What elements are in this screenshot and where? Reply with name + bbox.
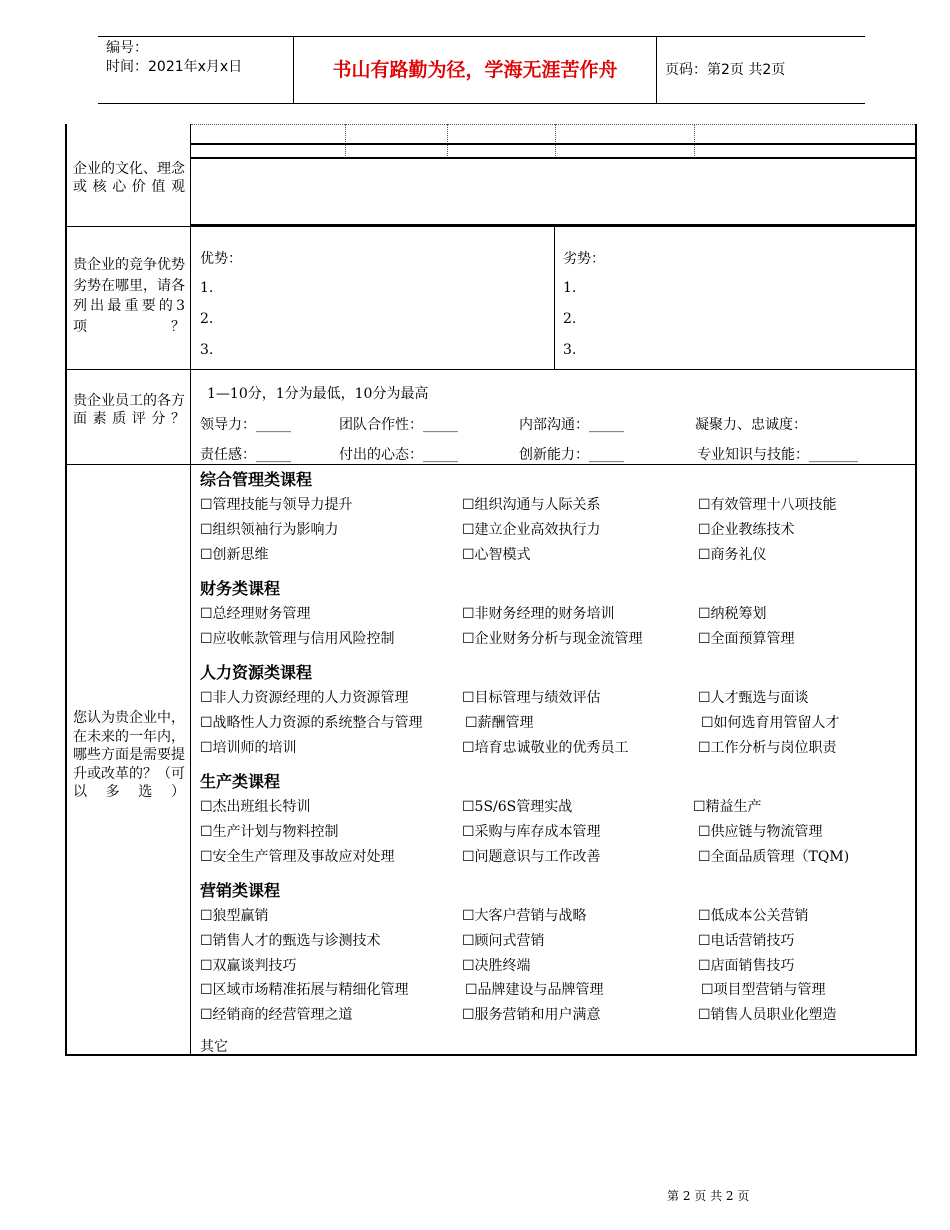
course-option[interactable]: ☐总经理财务管理 [200, 606, 311, 622]
rating-expertise: 专业知识与技能：_______ [697, 447, 858, 463]
course-option[interactable]: ☐非财务经理的财务培训 [462, 606, 615, 622]
rating-teamwork: 团队合作性：_____ [339, 417, 458, 433]
rating-communication: 内部沟通：_____ [519, 417, 624, 433]
course-option[interactable]: ☐双赢谈判技巧 [200, 958, 297, 974]
course-option[interactable]: ☐区域市场精准拓展与精细化管理 [200, 982, 409, 998]
course-section-title: 财务类课程 [200, 579, 281, 598]
rating-innovation: 创新能力：_____ [519, 447, 624, 463]
course-option[interactable]: ☐安全生产管理及事故应对处理 [200, 849, 395, 865]
course-option[interactable]: ☐培育忠诚敬业的优秀员工 [462, 740, 629, 756]
course-option[interactable]: ☐店面销售技巧 [698, 958, 795, 974]
course-option[interactable]: ☐管理技能与领导力提升 [200, 497, 353, 513]
course-option[interactable]: ☐全面预算管理 [698, 631, 795, 647]
course-option[interactable]: ☐企业财务分析与现金流管理 [462, 631, 643, 647]
advantage-item-1: 1. [200, 280, 214, 296]
course-option[interactable]: ☐商务礼仪 [698, 547, 767, 563]
improve-label [73, 709, 185, 802]
rating-dedication: 付出的心态：_____ [339, 447, 458, 463]
disadvantage-item-2: 2. [563, 311, 577, 327]
course-option[interactable]: ☐精益生产 [693, 799, 762, 815]
course-option[interactable]: ☐采购与库存成本管理 [462, 824, 601, 840]
course-option[interactable]: ☐组织领袖行为影响力 [200, 522, 339, 538]
course-section-title: 综合管理类课程 [200, 470, 313, 489]
culture-label: 企业的文化、理念或核心价值观 [73, 161, 185, 195]
disadvantage-item-1: 1. [563, 280, 577, 296]
page-header [98, 36, 865, 104]
course-section-title: 人力资源类课程 [200, 663, 313, 682]
course-option[interactable]: ☐心智模式 [462, 547, 531, 563]
header-meta [106, 39, 293, 77]
course-option[interactable]: ☐顾问式营销 [462, 933, 545, 949]
course-option[interactable]: ☐工作分析与岗位职责 [698, 740, 837, 756]
course-option[interactable]: ☐项目型营销与管理 [701, 982, 826, 998]
header-page-number: 页码：第2页 共2页 [665, 62, 786, 78]
rating-label: 贵企业员工的各方面素质评分？ [73, 393, 185, 427]
course-option[interactable]: ☐目标管理与绩效评估 [462, 690, 601, 706]
competition-label: 贵企业的竞争优势劣势在哪里，请各列出最重要的3项？ [73, 257, 185, 335]
course-option[interactable]: ☐销售人才的甄选与诊测技术 [200, 933, 381, 949]
course-option[interactable]: ☐人才甄选与面谈 [698, 690, 809, 706]
page-footer: 第 2 页 共 2 页 [667, 1189, 750, 1203]
header-motto: 书山有路勤为径，学海无涯苦作舟 [332, 59, 618, 81]
other-label: 其它 [200, 1039, 228, 1055]
course-option[interactable]: ☐品牌建设与品牌管理 [465, 982, 604, 998]
course-option[interactable]: ☐组织沟通与人际关系 [462, 497, 601, 513]
rating-scale: 1—10分，1分为最低，10分为最高 [207, 386, 429, 402]
course-option[interactable]: ☐应收帐款管理与信用风险控制 [200, 631, 395, 647]
advantage-item-2: 2. [200, 311, 214, 327]
course-option[interactable]: ☐建立企业高效执行力 [462, 522, 601, 538]
course-option[interactable]: ☐纳税筹划 [698, 606, 767, 622]
course-option[interactable]: ☐有效管理十八项技能 [698, 497, 837, 513]
course-option[interactable]: ☐问题意识与工作改善 [462, 849, 601, 865]
rating-leadership: 领导力：_____ [200, 417, 291, 433]
course-option[interactable]: ☐狼型赢销 [200, 908, 269, 924]
course-option[interactable]: ☐杰出班组长特训 [200, 799, 311, 815]
course-option[interactable]: ☐大客户营销与战略 [462, 908, 587, 924]
course-option[interactable]: ☐低成本公关营销 [698, 908, 809, 924]
course-option[interactable]: ☐电话营销技巧 [698, 933, 795, 949]
survey-table [65, 124, 917, 1056]
course-section-title: 营销类课程 [200, 881, 281, 900]
disadvantage-item-3: 3. [563, 342, 577, 358]
disadvantage-title: 劣势： [563, 251, 605, 267]
course-option[interactable]: ☐服务营销和用户满意 [462, 1007, 601, 1023]
rating-cohesion: 凝聚力、忠诚度： [695, 417, 807, 433]
course-option[interactable]: ☐薪酬管理 [465, 715, 534, 731]
course-option[interactable]: ☐战略性人力资源的系统整合与管理 [200, 715, 423, 731]
course-option[interactable]: ☐如何选育用管留人才 [701, 715, 840, 731]
course-option[interactable]: ☐创新思维 [200, 547, 269, 563]
course-option[interactable]: ☐决胜终端 [462, 958, 531, 974]
rating-responsibility: 责任感：_____ [200, 447, 291, 463]
course-option[interactable]: ☐经销商的经营管理之道 [200, 1007, 353, 1023]
course-option[interactable]: ☐生产计划与物料控制 [200, 824, 339, 840]
course-option[interactable]: ☐企业教练技术 [698, 522, 795, 538]
advantage-title: 优势： [200, 251, 242, 267]
course-option[interactable]: ☐供应链与物流管理 [698, 824, 823, 840]
course-option[interactable]: ☐培训师的培训 [200, 740, 297, 756]
advantage-item-3: 3. [200, 342, 214, 358]
course-option[interactable]: ☐非人力资源经理的人力资源管理 [200, 690, 409, 706]
document-time-label: 时间：2021年x月x日 [106, 59, 243, 75]
course-option[interactable]: ☐全面品质管理（TQM) [698, 849, 850, 865]
document-number-label: 编号： [106, 40, 148, 56]
improve-label-text: 您认为贵企业中，在未来的一年内，哪些方面是需要提升或改革的？（可以多选） [73, 710, 185, 800]
course-section-title: 生产类课程 [200, 772, 281, 791]
course-option[interactable]: ☐5S/6S管理实战 [462, 799, 573, 815]
course-option[interactable]: ☐销售人员职业化塑造 [698, 1007, 837, 1023]
